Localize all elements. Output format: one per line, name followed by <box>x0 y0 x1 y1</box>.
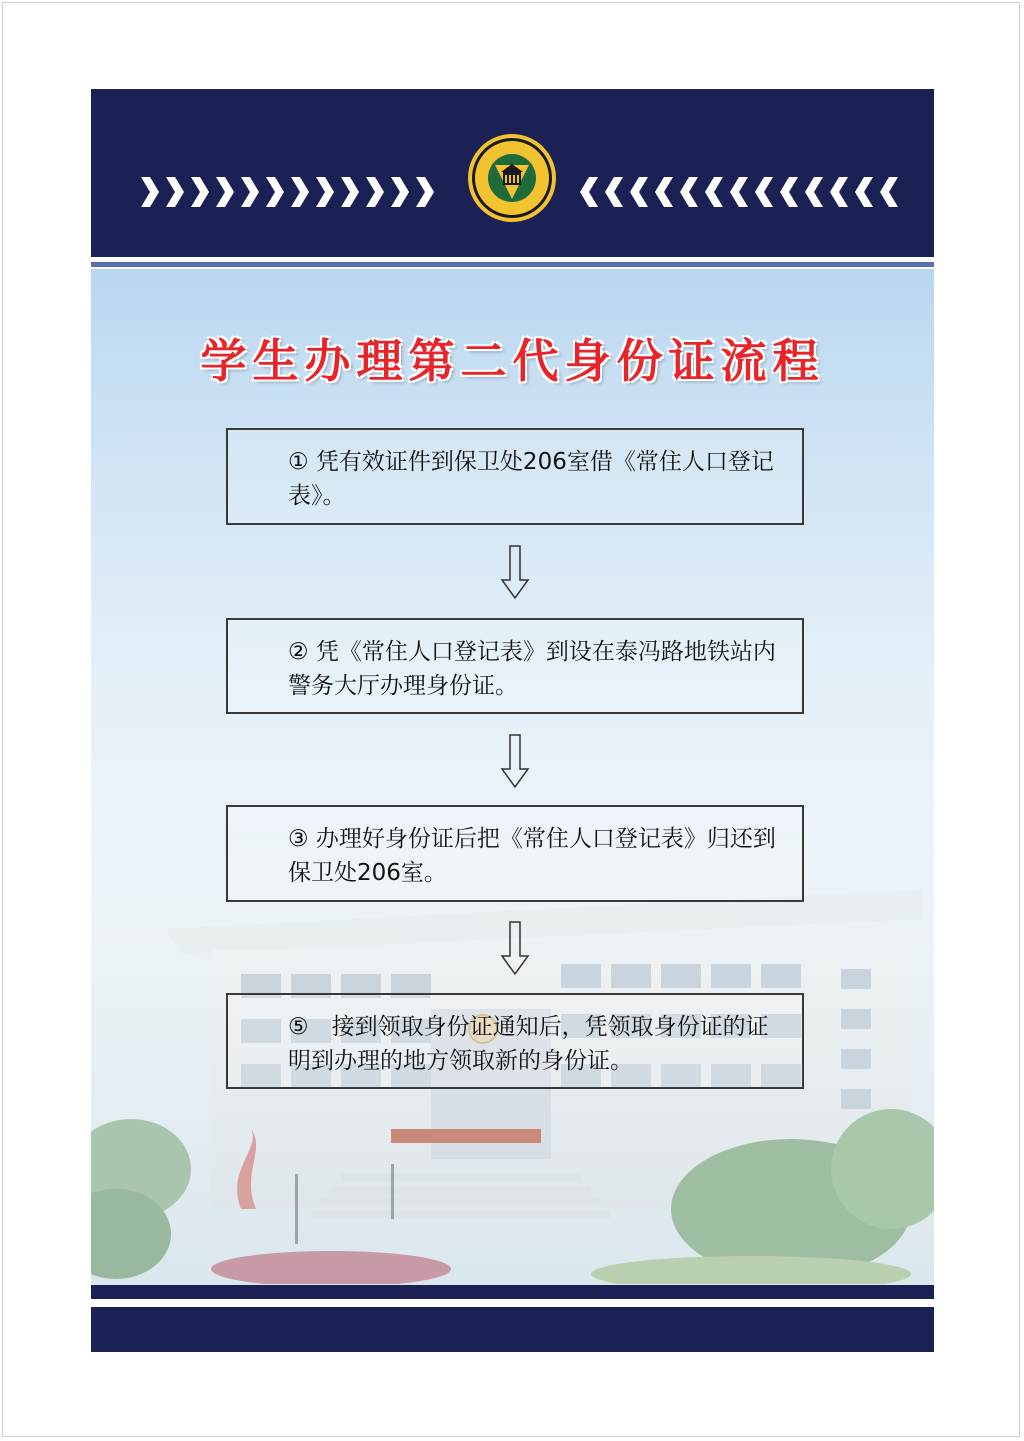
header-stripe <box>91 257 934 269</box>
chevron-left-icon <box>779 175 800 209</box>
poster-title: 学生办理第二代身份证流程 <box>200 334 825 388</box>
chevron-right-icon <box>364 175 385 209</box>
chevron-left-icon <box>729 175 750 209</box>
chevron-right-icon <box>239 175 260 209</box>
down-arrow-outline-icon <box>500 920 530 976</box>
chevron-right-icon <box>164 175 185 209</box>
chevron-right-icon <box>414 175 435 209</box>
chevron-right-icon <box>339 175 360 209</box>
chevron-row-right <box>579 175 900 209</box>
chevron-left-icon <box>829 175 850 209</box>
chevron-left-icon <box>854 175 875 209</box>
chevron-left-icon <box>629 175 650 209</box>
southeast-university-seal-icon <box>467 133 557 223</box>
chevron-left-icon <box>679 175 700 209</box>
chevron-left-icon <box>654 175 675 209</box>
chevron-right-icon <box>289 175 310 209</box>
chevron-left-icon <box>754 175 775 209</box>
chevron-left-icon <box>879 175 900 209</box>
step-box-3 <box>226 805 804 902</box>
chevron-right-icon <box>314 175 335 209</box>
footer-band <box>91 1307 934 1352</box>
footer-band-thin <box>91 1285 934 1299</box>
step-text-1: ① 凭有效证件到保卫处206室借《常住人口登记表》。 <box>288 449 774 509</box>
chevron-left-icon <box>579 175 600 209</box>
chevron-left-icon <box>604 175 625 209</box>
chevron-row-left <box>139 175 435 209</box>
down-arrow-outline-icon <box>500 544 530 600</box>
step-text-4: ⑤ 接到领取身份证通知后，凭领取身份证的证明到办理的地方领取新的身份证。 <box>288 1014 769 1074</box>
step-box-4 <box>226 993 804 1089</box>
poster <box>91 89 934 1352</box>
chevron-left-icon <box>804 175 825 209</box>
step-box-2 <box>226 618 804 714</box>
step-text-3: ③ 办理好身份证后把《常住人口登记表》归还到保卫处206室。 <box>288 826 776 886</box>
chevron-right-icon <box>264 175 285 209</box>
step-text-2: ② 凭《常住人口登记表》到设在泰冯路地铁站内警务大厅办理身份证。 <box>288 639 776 699</box>
chevron-right-icon <box>389 175 410 209</box>
chevron-left-icon <box>704 175 725 209</box>
down-arrow-outline-icon <box>500 733 530 789</box>
chevron-right-icon <box>214 175 235 209</box>
footer-stripe <box>91 1299 934 1307</box>
step-box-1 <box>226 428 804 525</box>
chevron-right-icon <box>139 175 160 209</box>
chevron-right-icon <box>189 175 210 209</box>
